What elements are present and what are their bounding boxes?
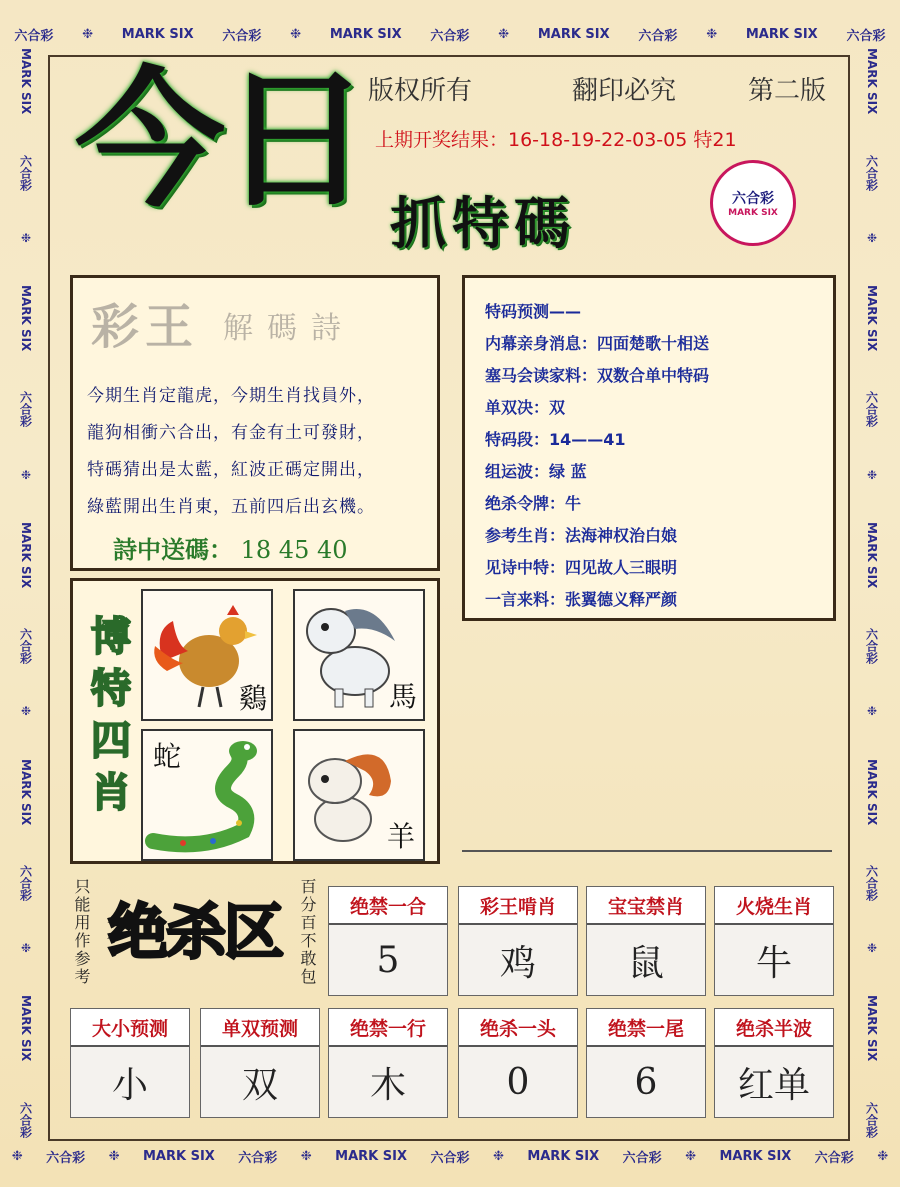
main-title: 今日 bbox=[75, 52, 368, 228]
mark-six-logo: 六合彩 MARK SIX bbox=[710, 160, 796, 246]
prediction-row: 单双决：双 bbox=[485, 398, 566, 417]
divider-line bbox=[462, 850, 832, 852]
copyright-text: 版权所有 bbox=[368, 76, 473, 106]
grid-cell: 宝宝禁肖 鼠 bbox=[586, 886, 706, 996]
prediction-row: 特码段：14——41 bbox=[485, 430, 626, 449]
poem-code-label: 詩中送碼： bbox=[113, 535, 233, 564]
grid-cell: 火烧生肖 牛 bbox=[714, 886, 834, 996]
prediction-heading: 特码预测—— bbox=[485, 302, 582, 321]
left-border: MARK SIX 六合彩 ❉ MARK SIX 六合彩 ❉ MARK SIX 六合彩 ❉ MARK SIX 六合彩 ❉ MARK SIX 六合彩 bbox=[18, 48, 33, 1138]
poem-lines bbox=[87, 378, 427, 526]
zodiac-cell-snake: 蛇 bbox=[141, 729, 273, 861]
prediction-row: 绝杀令牌：牛 bbox=[485, 494, 582, 513]
grid-cell: 绝禁一尾 6 bbox=[586, 1008, 706, 1118]
grid-cell: 绝禁一行 木 bbox=[328, 1008, 448, 1118]
right-note: 百分百不敢包 bbox=[298, 878, 317, 986]
top-border: 六合彩 ❉ MARK SIX 六合彩 ❉ MARK SIX 六合彩 ❉ MARK SIX 六合彩 ❉ MARK SIX 六合彩 bbox=[14, 26, 886, 44]
last-result: 上期开奖结果：16-18-19-22-03-05 特21 bbox=[375, 129, 737, 151]
grid-cell: 大小预测 小 bbox=[70, 1008, 190, 1118]
grid-cell: 绝禁一合 5 bbox=[328, 886, 448, 996]
prediction-row: 见诗中特：四见故人三眼明 bbox=[485, 558, 678, 577]
kill-zone-title: 绝杀区 bbox=[108, 898, 282, 968]
poem-line: 特碼猜出是太藍，紅波正碼定開出， bbox=[87, 460, 375, 480]
grid-cell: 单双预测 双 bbox=[200, 1008, 320, 1118]
zodiac-box bbox=[70, 578, 440, 864]
prediction-box bbox=[462, 275, 836, 621]
right-border: MARK SIX 六合彩 ❉ MARK SIX 六合彩 ❉ MARK SIX 六合彩 ❉ MARK SIX 六合彩 ❉ MARK SIX 六合彩 bbox=[864, 48, 879, 1138]
zodiac-cell-sheep: 羊 bbox=[293, 729, 425, 861]
bottom-border: ❉ 六合彩 ❉ MARK SIX 六合彩 ❉ MARK SIX 六合彩 ❉ MARK SIX 六合彩 ❉ MARK SIX 六合彩 ❉ bbox=[11, 1148, 889, 1166]
prediction-list bbox=[485, 296, 709, 616]
sub-title: 抓特碼 bbox=[390, 191, 576, 257]
prediction-row: 塞马会读家料：双数合单中特码 bbox=[485, 366, 710, 385]
poem-line: 今期生肖定龍虎，今期生肖找員外， bbox=[87, 386, 375, 406]
grid-cell: 彩王啃肖 鸡 bbox=[458, 886, 578, 996]
zodiac-side-title: 博 特 四 肖 bbox=[91, 613, 131, 816]
prediction-row: 内幕亲身消息：四面楚歌十相送 bbox=[485, 334, 710, 353]
poem-line: 龍狗相衝六合出，有金有土可發財， bbox=[87, 423, 375, 443]
prediction-row: 参考生肖：法海神权治白娘 bbox=[485, 526, 678, 545]
poem-code bbox=[113, 530, 348, 565]
zodiac-cell-rooster: 鷄 bbox=[141, 589, 273, 721]
poem-heading: 彩王 bbox=[91, 299, 200, 355]
prediction-row: 一言来料：张翼德义释严颜 bbox=[485, 590, 678, 609]
poem-box bbox=[70, 275, 440, 571]
no-copy-text: 翻印必究 bbox=[572, 76, 677, 106]
prediction-row: 组运波：绿 蓝 bbox=[485, 462, 587, 481]
poem-heading-2: 解碼詩 bbox=[223, 311, 355, 346]
poem-code-value: 18 45 40 bbox=[240, 536, 348, 564]
poem-line: 綠藍開出生肖東，五前四后出玄機。 bbox=[87, 497, 375, 517]
zodiac-cell-horse: 馬 bbox=[293, 589, 425, 721]
grid-cell: 绝杀半波 红单 bbox=[714, 1008, 834, 1118]
edition-text: 第二版 bbox=[748, 76, 827, 106]
left-note: 只能用作参考 bbox=[72, 878, 91, 986]
grid-cell: 绝杀一头 0 bbox=[458, 1008, 578, 1118]
